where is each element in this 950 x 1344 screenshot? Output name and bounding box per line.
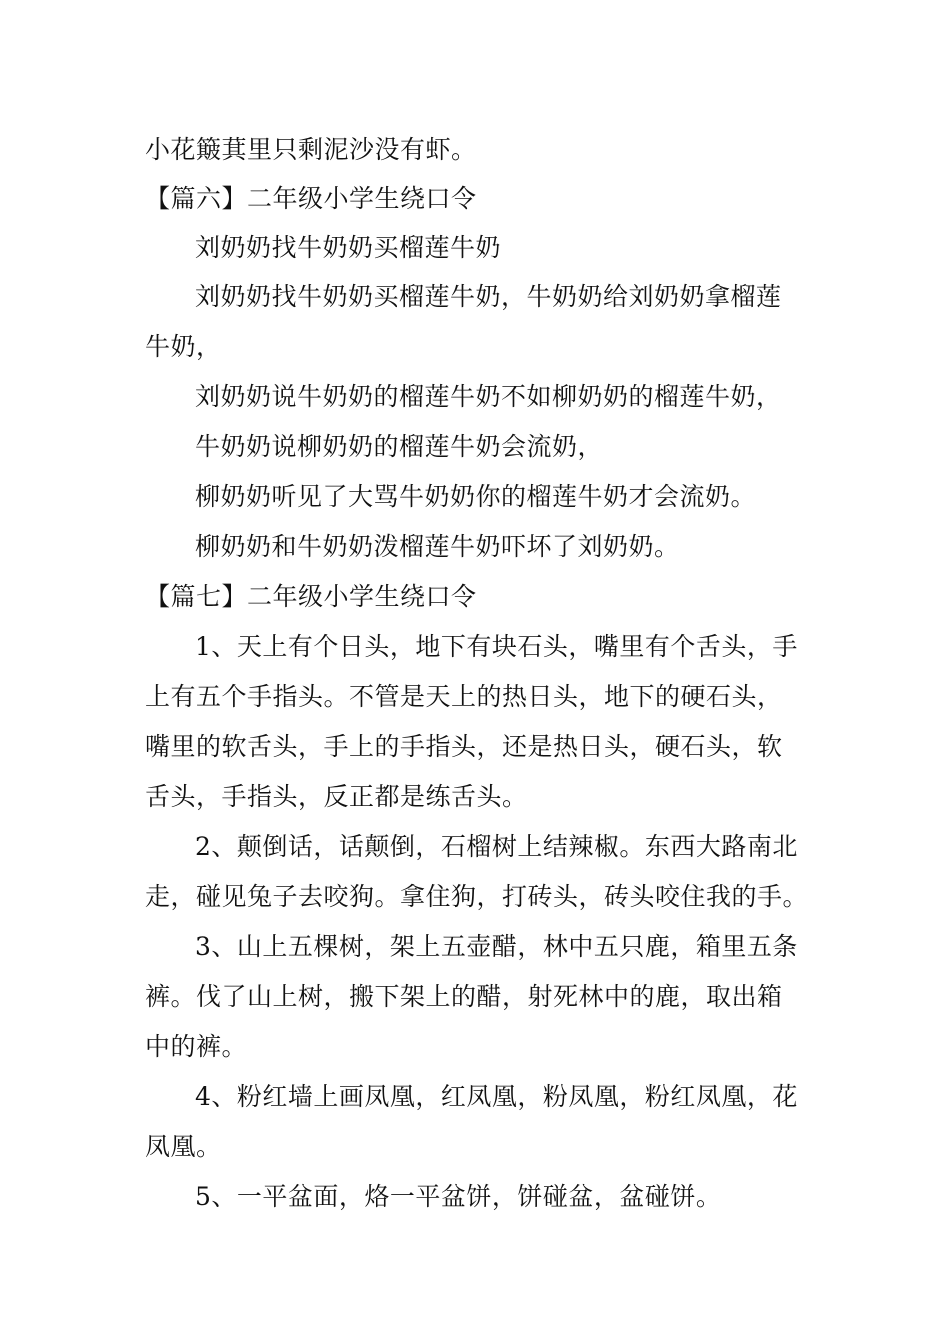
text-line: 凤凰。 xyxy=(145,1132,222,1161)
text-line: 上有五个手指头。不管是天上的热日头，地下的硬石头， xyxy=(145,682,783,711)
text-line: 4、粉红墙上画凤凰，红凤凰，粉凤凰，粉红凤凰，花 xyxy=(195,1082,798,1111)
section-heading-6: 【篇六】二年级小学生绕口令 xyxy=(145,184,477,213)
text-line: 2、颠倒话，话颠倒，石榴树上结辣椒。东西大路南北 xyxy=(195,832,798,861)
text-line: 嘴里的软舌头，手上的手指头，还是热日头，硬石头，软 xyxy=(145,732,783,761)
text-line: 刘奶奶找牛奶奶买榴莲牛奶，牛奶奶给刘奶奶拿榴莲 xyxy=(195,282,782,311)
text-line: 小花簸萁里只剩泥沙没有虾。 xyxy=(145,135,477,164)
text-line: 舌头，手指头，反正都是练舌头。 xyxy=(145,782,528,811)
text-line: 裤。伐了山上树，搬下架上的醋，射死林中的鹿，取出箱 xyxy=(145,982,783,1011)
text-line: 5、一平盆面，烙一平盆饼，饼碰盆，盆碰饼。 xyxy=(195,1182,722,1211)
text-line: 1、天上有个日头，地下有块石头，嘴里有个舌头，手 xyxy=(195,632,798,661)
text-line: 柳奶奶和牛奶奶泼榴莲牛奶吓坏了刘奶奶。 xyxy=(195,532,680,561)
section-heading-7: 【篇七】二年级小学生绕口令 xyxy=(145,582,477,611)
text-line: 牛奶， xyxy=(145,332,222,361)
text-line: 3、山上五棵树，架上五壶醋，林中五只鹿，箱里五条 xyxy=(195,932,798,961)
tongue-twister-title: 刘奶奶找牛奶奶买榴莲牛奶 xyxy=(195,233,502,262)
text-line: 柳奶奶听见了大骂牛奶奶你的榴莲牛奶才会流奶。 xyxy=(195,482,757,511)
text-line: 刘奶奶说牛奶奶的榴莲牛奶不如柳奶奶的榴莲牛奶， xyxy=(195,382,782,411)
text-line: 中的裤。 xyxy=(145,1032,248,1061)
text-line: 走，碰见兔子去咬狗。拿住狗，打砖头，砖头咬住我的手。 xyxy=(145,882,809,911)
text-line: 牛奶奶说柳奶奶的榴莲牛奶会流奶， xyxy=(195,432,604,461)
